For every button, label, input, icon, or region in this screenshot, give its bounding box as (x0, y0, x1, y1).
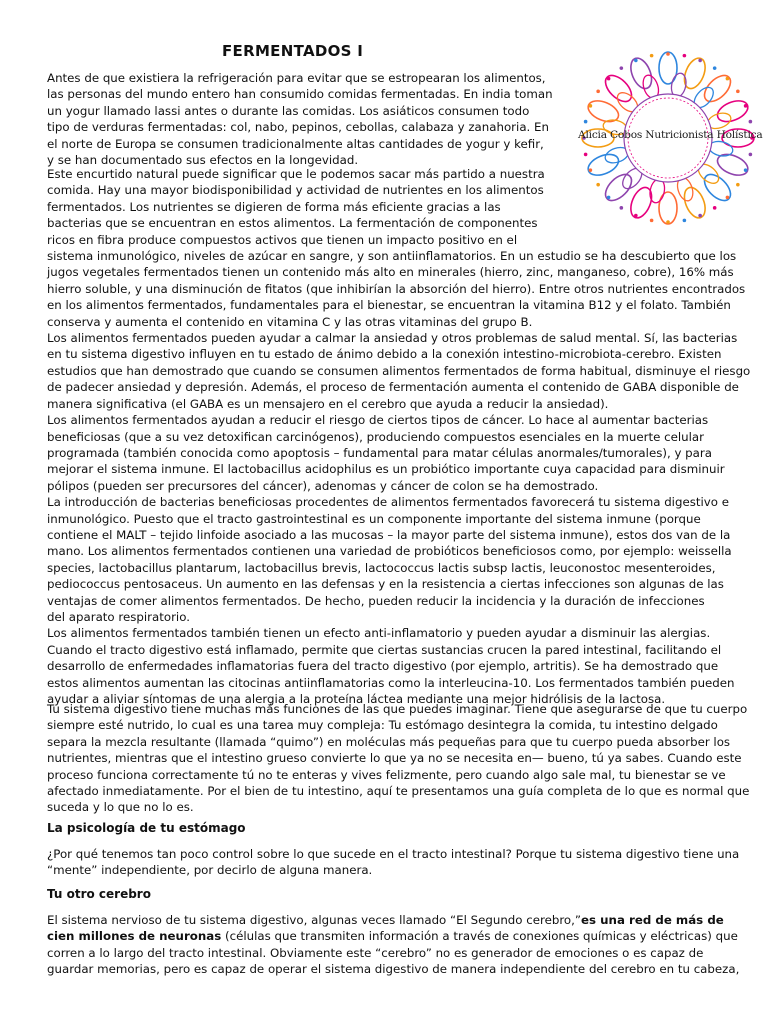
text-run: (células que transmiten información a través de conexiones químicas y eléctricas) que (221, 929, 738, 944)
text-line: bacterias que se encuentran en estos alimentos. La fermentación de componentes (47, 216, 538, 231)
text-line: “mente” independiente, por decirlo de alguna manera. (47, 863, 373, 878)
text-line: tipo de verduras fermentadas: col, nabo, pepinos, cebollas, calabaza y zanahoria. En (47, 120, 549, 135)
text-line: guardar memorias, pero es capaz de operar el sistema digestivo de manera independiente del cerebro en tu cabeza, (47, 962, 740, 977)
text-line: mejorar el sistema inmune. El lactobacillus acidophilus es un probiótico importante cuya capacidad para disminuir (47, 462, 725, 477)
text-line: jugos vegetales fermentados tienen un contenido más alto en minerales (hierro, zinc, manganeso, cobre), 16% más (47, 265, 734, 280)
text-run: El sistema nervioso de tu sistema digestivo, algunas veces llamado “El Segundo cerebro,” (47, 913, 582, 927)
text-line: desarrollo de enfermedades inflamatorias fuera del tracto digestivo (por ejemplo, artritis). Se ha demostrado que (47, 659, 719, 674)
bold-run: cien millones de neuronas (47, 929, 222, 944)
text-line: species, lactobacillus plantarum, lactobacillus brevis, lactococcus lactis subsp lactis, leuconostoc mesenteroides, (47, 560, 716, 575)
text-line: nutrientes, mientras que el intestino grueso convierte lo que ya no se necesita en— bueno, tú ya sabes. Cuando este (47, 751, 742, 766)
text-line: ventajas de comer alimentos fermentados. De hecho, pueden reducir la incidencia y la duración de infecciones (47, 593, 705, 608)
section-heading-psychology (47, 820, 246, 836)
text-line: programada (también conocida como apoptosis – fundamental para matar células anormales/tumorales), y para (47, 445, 712, 460)
text-line: siempre esté nutrido, lo cual es una tarea muy compleja: Tu estómago desintegra la comida, tu intestino delgado (47, 718, 718, 733)
text-line: hierro soluble, y una disminución de fitatos (que inhibirían la absorción del hierro). Entre otros nutrientes encontrados (47, 281, 746, 296)
document-title: FERMENTADOS I (222, 42, 364, 60)
text-line: ricos en fibra produce compuestos activos que tienen un impacto positivo en el (47, 232, 518, 247)
text-line: corren a lo largo del tracto intestinal. Obviamente este “cerebro” no es generador de emociones o es capaz de (47, 945, 704, 960)
text-line: las personas del mundo entero han consumido comidas fermentadas. En india toman (47, 87, 553, 102)
text-line: beneficiosas (que a su vez detoxifican carcinógenos), produciendo compuestos esenciales en la muerte celular (47, 429, 704, 444)
text-line: suceda y lo que no lo es. (47, 800, 194, 815)
text-line: un yogur llamado lassi antes o durante las comidas. Los asiáticos consumen todo (47, 103, 530, 118)
text-line: afectado inmediatamente. Por el bien de tu intestino, aquí te presentamos una guía completa de lo que es normal que (47, 784, 750, 799)
text-line: de padecer ansiedad y depresión. Además, el proceso de fermentación aumenta el contenido de GABA disponible de (47, 380, 739, 395)
text-line: ayudar a aliviar síntomas de una alergia a la proteína láctea mediante una mejor hidrólisis de la lactosa. (47, 692, 666, 706)
text-line: inmunológico. Puesto que el tracto gastrointestinal es un componente importante del sistema inmune (porque (47, 511, 701, 526)
text-line: contiene el MALT – tejido linfoide asociado a las mucosas – la mayor parte del sistema inmune), estos dos van de la (47, 527, 731, 542)
bold-run: es una red de más de (581, 913, 724, 927)
text-line: estos alimentos aumentan las citocinas antiinflamatorias como la interleucina-10. Los fermentados también pueden (47, 675, 735, 690)
digestive-system-paragraph (47, 701, 749, 816)
text-line: Los alimentos fermentados también tienen un efecto anti-inflamatorio y pueden ayudar a disminuir las alergias. (47, 626, 711, 641)
text-line: y se han documentado sus efectos en la longevidad. (47, 153, 359, 168)
text-line: pólipos (pueden ser precursores del cáncer), adenomas y cáncer de colon se ha demostrado. (47, 478, 599, 493)
text-line: manera significativa (el GABA es un mensajero en el cerebro que ayuda a reducir la ansiedad). (47, 396, 609, 411)
body-paragraphs (47, 166, 750, 707)
text-line: el norte de Europa se consumen tradicionalmente altas cantidades de yogur y kefir, (47, 136, 544, 151)
section-heading-other-brain (47, 886, 151, 902)
text-line (47, 928, 739, 944)
text-line: en tu sistema digestivo influyen en tu estado de ánimo debido a la conexión intestino-microbiota-cerebro. Existen (47, 347, 722, 362)
text-line: mano. Los alimentos fermentados contienen una variedad de probióticos beneficiosos como, por ejemplo: weissella (47, 544, 732, 559)
text-line: Antes de que existiera la refrigeración para evitar que se estropearan los alimentos, (47, 71, 546, 85)
logo-text: Alicia Cobos Nutricionista Holística (578, 129, 763, 141)
text-line: pediococcus pentosaceus. Un aumento en las defensas y en la resistencia a ciertas infecciones son algunas de las (47, 577, 724, 592)
text-line: Tu sistema digestivo tiene muchas más funciones de las que puedes imaginar. Tiene que asegurarse de que tu cuerpo (47, 702, 748, 716)
text-line: ¿Por qué tenemos tan poco control sobre lo que sucede en el tracto intestinal? Porque tu sistema digestivo tiene una (47, 847, 740, 861)
text-line (47, 912, 739, 928)
text-line: Cuando el tracto digestivo está inflamado, permite que ciertas sustancias crucen la pared intestinal, facilitando el (47, 642, 722, 657)
text-line: separa la mezcla resultante (llamada “quimo”) en moléculas más pequeñas para que tu cuerpo pueda absorber los (47, 734, 731, 749)
text-line: conserva y aumenta el contenido en vitamina C y las otras vitaminas del grupo B. (47, 314, 533, 329)
text-line: Este encurtido natural puede significar que le podemos sacar más partido a nuestra (47, 167, 545, 181)
text-line: fermentados. Los nutrientes se digieren de forma más eficiente gracias a las (47, 199, 501, 214)
psychology-paragraph (47, 846, 739, 879)
text-line: Los alimentos fermentados pueden ayudar a calmar la ansiedad y otros problemas de salud mental. Sí, las bacterias (47, 331, 738, 346)
section-heading: Tu otro cerebro (47, 887, 151, 901)
text-line: del aparato respiratorio. (47, 609, 190, 624)
text-line: Los alimentos fermentados ayudan a reducir el riesgo de ciertos tipos de cáncer. Lo hace al aumentar bacterias (47, 413, 709, 428)
section-heading: La psicología de tu estómago (47, 821, 246, 835)
text-line: La introducción de bacterias beneficiosas procedentes de alimentos fermentados favorecerá tu sistema digestivo e (47, 495, 729, 510)
text-line: proceso funciona correctamente tú no te enteras y vives felizmente, pero cuando algo sale mal, tu bienestar se ve (47, 767, 726, 782)
text-line: estudios que han demostrado que cuando se consumen alimentos fermentados de forma habitual, disminuye el riesgo (47, 363, 751, 378)
other-brain-paragraph (47, 912, 739, 978)
text-line: sistema inmunológico, niveles de azúcar en sangre, y son antiinflamatorios. En un estudio se ha descubierto que los (47, 249, 737, 264)
text-line: en los alimentos fermentados, fundamentales para el bienestar, se encuentran la vitamina B12 y el folato. También (47, 298, 731, 313)
intro-paragraph (47, 70, 553, 168)
text-line: comida. Hay una mayor biodisponibilidad y actividad de nutrientes en los alimentos (47, 183, 544, 198)
